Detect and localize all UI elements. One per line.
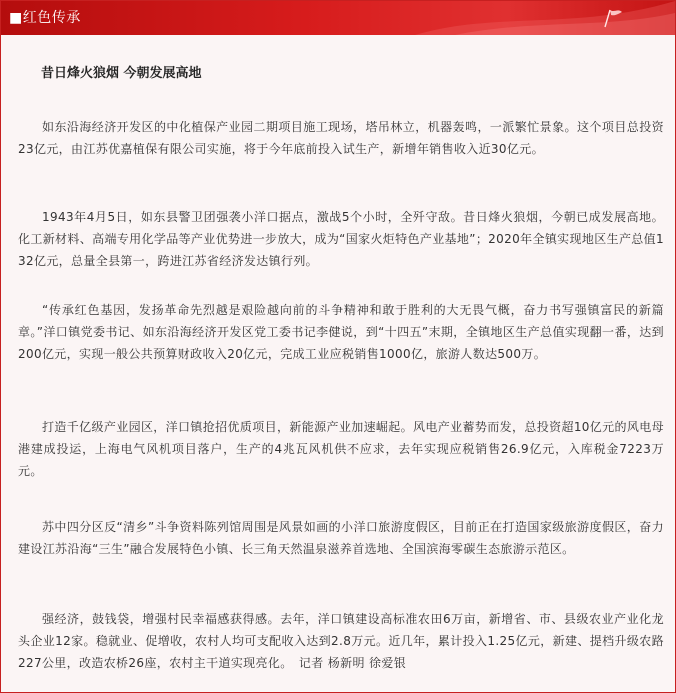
red-flag-icon [601,7,623,29]
article-paragraph: 强经济，鼓钱袋，增强村民幸福感获得感。去年，洋口镇建设高标准农田6万亩，新增省、市、县级农业产业化龙头企业12家。稳就业、促增收，农村人均可支配收入达到2.8万元。近几年，累计投入1.25亿元，新建、提档升级农路227公里，改造农桥26座，农村主干道实现亮化。 记者 杨新明 徐爱银 [18,612,664,670]
banner-swoosh-decoration [415,1,675,35]
section-title: ■红色传承 [9,10,81,26]
section-banner [1,1,675,35]
article-paragraph: 打造千亿级产业园区，洋口镇抢招优质项目，新能源产业加速崛起。风电产业蓄势而发，总投资超10亿元的风电母港建成投运，上海电气风机项目落户，生产的4兆瓦风机供不应求，去年实现应税销售26.9亿元，入库税金7223万元。 [18,420,664,478]
article-headline: 昔日烽火狼烟 今朝发展高地 [41,66,202,81]
article-paragraph: 苏中四分区反“清乡”斗争资料陈列馆周围是风景如画的小洋口旅游度假区，目前正在打造国家级旅游度假区，奋力建设江苏沿海“三生”融合发展特色小镇、长三角天然温泉滋养首选地、全国滨海零碳生态旅游示范区。 [18,520,664,556]
article-paragraph: “传承红色基因，发扬革命先烈越是艰险越向前的斗争精神和敢于胜利的大无畏气概，奋力书写强镇富民的新篇章。”洋口镇党委书记、如东沿海经济开发区党工委书记李健说，到“十四五”末期，全镇地区生产总值实现翻一番，达到200亿元，实现一般公共预算财政收入20亿元，完成工业应税销售1000亿，旅游人数达500万。 [18,303,664,361]
article-paragraph: 1943年4月5日，如东县警卫团强袭小洋口据点，激战5个小时，全歼守敌。昔日烽火狼烟，今朝已成发展高地。化工新材料、高端专用化学品等产业优势进一步放大，成为“国家火炬特色产业基地”；2020年全镇实现地区生产总值132亿元，总量全县第一，跨进江苏省经济发达镇行列。 [18,210,664,268]
article-paragraph: 如东沿海经济开发区的中化植保产业园二期项目施工现场，塔吊林立，机器轰鸣，一派繁忙景象。这个项目总投资23亿元，由江苏优嘉植保有限公司实施，将于今年底前投入试生产，新增年销售收入近30亿元。 [18,120,664,156]
